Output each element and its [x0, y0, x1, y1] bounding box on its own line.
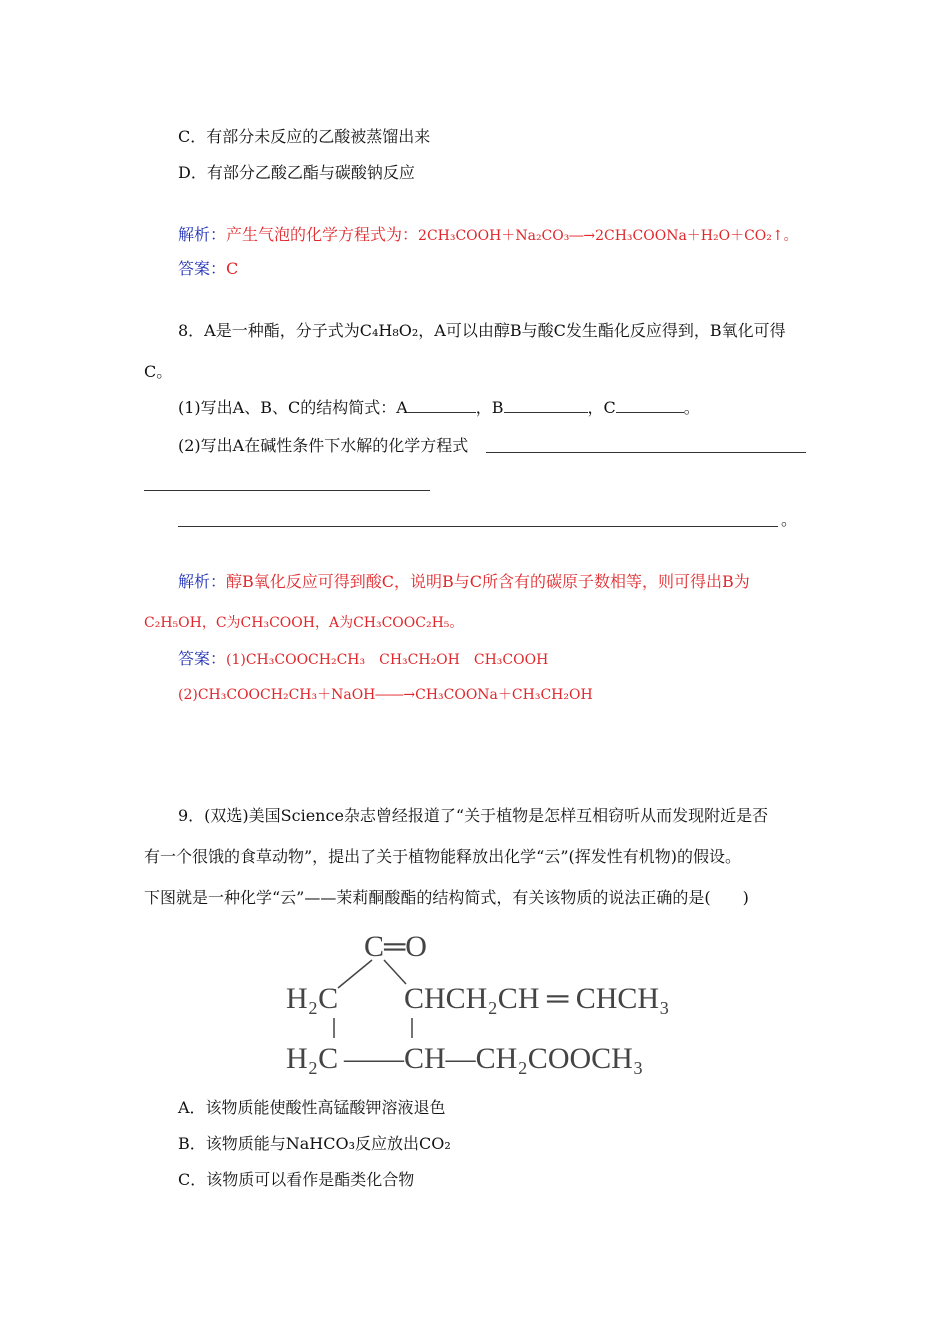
q7-analysis	[178, 224, 798, 247]
structural-formula	[280, 928, 710, 1078]
q9-stem-line2: 有一个很饿的食草动物”，提出了关于植物能释放出化学“云”(挥发性有机物)的假设。	[144, 847, 742, 866]
q8-part1-end: 。	[683, 398, 700, 417]
q8-analysis-line1	[178, 571, 750, 593]
q7-option-c: C．有部分未反应的乙酸被蒸馏出来	[178, 127, 431, 146]
bond-carbonyl-left	[338, 960, 372, 988]
q8-stem-line1: 8．A是一种酯，分子式为C₄H₈O₂，A可以由醇B与酸C发生酯化反应得到，B氧化可得	[178, 321, 786, 340]
q8-part1-c: ，C	[587, 398, 616, 417]
bond-carbonyl-right	[384, 960, 406, 984]
q8-part1-prefix: (1)写出A、B、C的结构简式：A	[178, 398, 408, 417]
blank-b[interactable]	[504, 398, 588, 413]
answer-blank-line-1[interactable]	[486, 452, 806, 453]
q9-option-a: A．该物质能使酸性高锰酸钾溶液退色	[178, 1098, 446, 1117]
q9-stem-line1: 9．(双选)美国Science杂志曾经报道了“关于植物是怎样互相窃听从而发现附近是否	[178, 806, 769, 825]
q8-analysis-line2: C₂H₅OH，C为CH₃COOH，A为CH₃COOC₂H₅。	[144, 615, 464, 631]
answer-label: 答案：	[178, 259, 227, 278]
ch2-top-left: H₂C	[286, 982, 339, 1015]
q7-answer	[178, 258, 238, 280]
analysis-equation: 2CH₃COOH＋Na₂CO₃―→2CH₃COONa＋H₂O＋CO₂↑。	[418, 228, 798, 244]
q8-part1-b: ，B	[475, 398, 504, 417]
carbonyl-group: C═O	[364, 930, 427, 963]
answer-blank-line-2[interactable]	[144, 490, 430, 491]
side-chain-ester: CH—CH₂COOCH₃	[404, 1042, 644, 1075]
bond-bottom: ——	[344, 1042, 404, 1075]
q9-option-b: B．该物质能与NaHCO₃反应放出CO₂	[178, 1134, 451, 1153]
q8-part2: (2)写出A在碱性条件下水解的化学方程式	[178, 436, 469, 455]
q8-stem-line2: C。	[144, 362, 173, 381]
analysis-text: 醇B氧化反应可得到酸C，说明B与C所含有的碳原子数相等，则可得出B为	[226, 572, 750, 591]
q9-stem-line3: 下图就是一种化学“云”——茉莉酮酸酯的结构简式，有关该物质的说法正确的是( )	[144, 888, 749, 907]
ch2-bottom-left: H₂C	[286, 1042, 339, 1075]
q9-option-c: C．该物质可以看作是酯类化合物	[178, 1170, 415, 1189]
analysis-text: 产生气泡的化学方程式为：	[226, 225, 419, 244]
q8-part2-end: 。	[781, 510, 798, 529]
q7-option-d: D．有部分乙酸乙酯与碳酸钠反应	[178, 163, 415, 182]
q8-answer-line1	[178, 648, 548, 671]
answer-value: C	[226, 259, 239, 278]
analysis-label: 解析：	[178, 225, 227, 244]
answer-blank-line-3[interactable]	[178, 526, 778, 527]
q8-part1	[178, 397, 700, 419]
blank-a[interactable]	[408, 398, 476, 413]
blank-c[interactable]	[616, 398, 684, 413]
answer-part1: (1)CH₃COOCH₂CH₃ CH₃CH₂OH CH₃COOH	[226, 652, 549, 668]
answer-label: 答案：	[178, 649, 227, 668]
q8-answer-line2: (2)CH₃COOCH₂CH₃＋NaOH――→CH₃COONa＋CH₃CH₂OH	[178, 687, 593, 703]
analysis-label: 解析：	[178, 572, 227, 591]
side-chain-alkene: CHCH₂CH ═ CHCH₃	[404, 982, 670, 1015]
